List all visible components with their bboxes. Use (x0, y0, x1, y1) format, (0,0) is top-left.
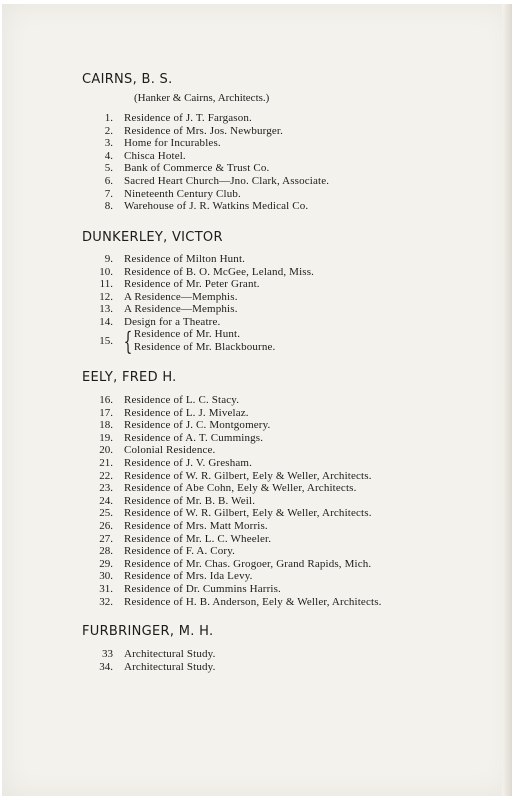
list-item (82, 112, 492, 125)
section-heading: EELY, FRED H. (82, 370, 177, 385)
item-number: 20. (99, 444, 113, 457)
item-number: 22. (99, 469, 113, 482)
item-number: 3. (104, 137, 113, 150)
list-item (82, 125, 492, 138)
section-heading: FURBRINGER, M. H. (82, 624, 214, 639)
item-text: Nineteenth Century Club. (124, 187, 241, 200)
item-number: 16. (99, 394, 113, 406)
item-text: Residence of J. T. Fargason. (124, 112, 252, 124)
list-item (82, 253, 492, 266)
item-number: 7. (104, 187, 113, 200)
entry-list (82, 112, 492, 213)
list-item (82, 533, 492, 546)
item-number: 10. (99, 265, 113, 278)
item-text: Residence of A. T. Cummings. (124, 431, 264, 444)
list-item (82, 482, 492, 495)
item-number: 29. (99, 557, 113, 570)
page-edge (502, 4, 512, 796)
item-number: 12. (99, 290, 113, 303)
item-text: Residence of Milton Hunt. (124, 253, 246, 265)
list-item (82, 175, 492, 188)
item-number: 34. (99, 660, 113, 673)
section-furbringer (82, 624, 492, 673)
list-item (82, 432, 492, 445)
item-text: Residence of B. O. McGee, Leland, Miss. (124, 265, 315, 278)
list-item (82, 137, 492, 150)
list-item-paired (82, 326, 492, 356)
list-item (82, 661, 492, 674)
item-number: 4. (104, 149, 113, 162)
list-item (82, 200, 492, 213)
list-item (82, 162, 492, 175)
item-number: 5. (104, 162, 113, 175)
item-number: 1. (104, 112, 113, 124)
entry-list (82, 394, 492, 608)
item-text: Residence of Mr. Hunt. (133, 328, 241, 341)
item-number: 27. (99, 532, 113, 545)
list-item (82, 407, 492, 420)
item-number: 23. (99, 482, 113, 495)
item-text: Residence of Mrs. Ida Levy. (124, 570, 253, 583)
list-item (82, 394, 492, 407)
item-number: 30. (99, 570, 113, 583)
item-text: Residence of J. C. Montgomery. (124, 419, 271, 432)
item-number: 31. (99, 582, 113, 595)
section-heading: CAIRNS, B. S. (82, 72, 173, 87)
list-item (82, 507, 492, 520)
list-item (82, 278, 492, 291)
item-text: Residence of Mrs. Jos. Newburger. (124, 124, 284, 137)
item-number: 25. (99, 507, 113, 520)
item-text: Residence of F. A. Cory. (124, 545, 236, 558)
list-item (82, 444, 492, 457)
item-number: 14. (99, 315, 113, 328)
item-text: Residence of Mr. B. B. Weil. (124, 494, 256, 507)
item-text: Residence of W. R. Gilbert, Eely & Weller, Architects. (124, 469, 372, 482)
item-number: 15. (99, 334, 113, 347)
item-text: Residence of Dr. Cummins Harris. (124, 582, 281, 595)
item-text: Residence of Mr. Chas. Grogoer, Grand Rapids, Mich. (124, 557, 372, 570)
item-number: 21. (99, 456, 113, 469)
item-text: Architectural Study. (124, 648, 216, 660)
item-number: 9. (104, 253, 113, 265)
list-item (82, 520, 492, 533)
section-subtitle: (Hanker & Cairns, Architects.) (134, 92, 270, 104)
item-number: 11. (99, 278, 113, 291)
list-item (82, 558, 492, 571)
item-text: Sacred Heart Church—Jno. Clark, Associate. (124, 174, 330, 187)
list-item (82, 150, 492, 163)
item-number: 33 (102, 648, 113, 660)
item-number: 8. (104, 200, 113, 213)
list-item (82, 495, 492, 508)
list-item (82, 291, 492, 304)
item-text: Residence of Mrs. Matt Morris. (124, 519, 268, 532)
item-text: Warehouse of J. R. Watkins Medical Co. (124, 200, 309, 213)
item-text: Residence of Abe Cohn, Eely & Weller, Architects. (124, 482, 357, 495)
item-number: 17. (99, 406, 113, 419)
item-number: 6. (104, 174, 113, 187)
item-text: Design for a Theatre. (124, 315, 221, 328)
item-number: 28. (99, 545, 113, 558)
item-text: Residence of H. B. Anderson, Eely & Weller, Architects. (124, 595, 382, 608)
item-text: A Residence—Memphis. (124, 303, 238, 316)
list-item (82, 570, 492, 583)
list-item (82, 545, 492, 558)
item-text: Residence of J. V. Gresham. (124, 456, 252, 469)
item-text: Bank of Commerce & Trust Co. (124, 162, 270, 175)
item-number: 19. (99, 431, 113, 444)
list-item (82, 583, 492, 596)
item-number: 18. (99, 419, 113, 432)
item-number: 26. (99, 519, 113, 532)
list-item (82, 419, 492, 432)
item-number: 2. (104, 124, 113, 137)
list-item (82, 470, 492, 483)
section-heading: DUNKERLEY, VICTOR (82, 230, 223, 245)
section-dunkerley (82, 230, 492, 354)
list-item (82, 648, 492, 661)
list-item (82, 188, 492, 201)
brace-glyph: { (123, 326, 133, 356)
entry-list (82, 648, 492, 673)
list-item (82, 316, 492, 329)
item-text: Residence of L. J. Mivelaz. (124, 406, 249, 419)
entry-list (82, 253, 492, 354)
section-eely (82, 370, 492, 608)
item-number: 13. (99, 303, 113, 316)
list-item (82, 303, 492, 316)
list-item (82, 596, 492, 609)
item-text: Architectural Study. (124, 660, 216, 673)
item-text: Residence of Mr. L. C. Wheeler. (124, 532, 272, 545)
list-item (82, 266, 492, 279)
item-text: Residence of W. R. Gilbert, Eely & Weller, Architects. (124, 507, 372, 520)
item-text: Residence of Mr. Blackbourne. (133, 341, 276, 354)
item-text: Chisca Hotel. (124, 149, 186, 162)
item-text: Colonial Residence. (124, 444, 216, 457)
item-number: 24. (99, 494, 113, 507)
section-cairns (82, 72, 492, 213)
document-page (2, 4, 512, 796)
item-text: Residence of L. C. Stacy. (124, 394, 240, 406)
item-number: 32. (99, 595, 113, 608)
item-text: Home for Incurables. (124, 137, 221, 150)
list-item (82, 457, 492, 470)
item-text: Residence of Mr. Peter Grant. (124, 278, 260, 291)
item-text: A Residence—Memphis. (124, 290, 238, 303)
